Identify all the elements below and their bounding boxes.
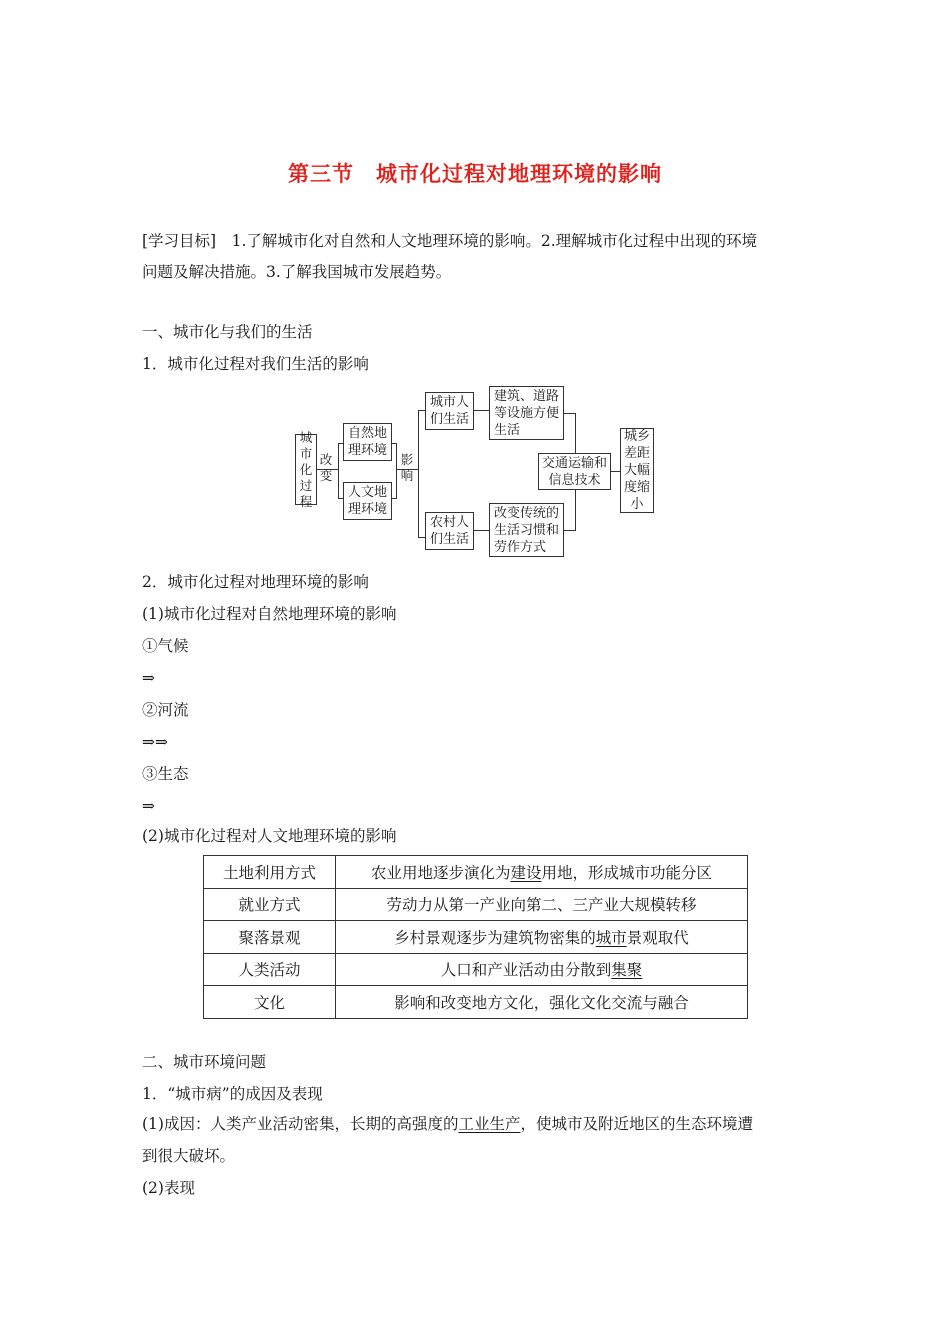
box-rural-effect: 改变传统的 生活习惯和 劳作方式 xyxy=(489,503,564,557)
table-row: 人类活动 人口和产业活动由分散到集聚 xyxy=(204,953,748,986)
arrow-river: ⇒⇒ xyxy=(142,733,168,751)
table-row: 文化 影响和改变地方文化，强化文化交流与融合 xyxy=(204,986,748,1019)
arrow-climate: ⇒ xyxy=(142,669,155,687)
label-influence: 影 响 xyxy=(400,452,414,483)
impact-river: ②河流 xyxy=(142,701,189,719)
box-natural-environment: 自然地 理环境 xyxy=(343,423,392,461)
box-transport-information: 交通运输和 信息技术 xyxy=(538,453,611,490)
table-row: 聚落景观 乡村景观逐步为建筑物密集的城市景观取代 xyxy=(204,921,748,954)
box-urbanization-process: 城 市 化 过 程 xyxy=(295,434,317,505)
impact-climate: ①气候 xyxy=(142,637,189,655)
label-change: 改 变 xyxy=(319,452,333,483)
cause-paragraph-line1: (1)成因：人类产业活动密集，长期的高强度的工业生产，使城市及附近地区的生态环境遭 xyxy=(142,1115,753,1133)
impact-ecology: ③生态 xyxy=(142,765,189,783)
box-city-life: 城市人 们生活 xyxy=(425,392,474,430)
section2-item1: 1．“城市病”的成因及表现 xyxy=(142,1085,323,1103)
box-rural-life: 农村人 们生活 xyxy=(425,512,474,550)
box-gap-narrowing: 城乡 差距 大幅 度缩 小 xyxy=(620,428,654,513)
page-title: 第三节 城市化过程对地理环境的影响 xyxy=(288,161,662,186)
learning-objectives-line2: 问题及解决措施。3.了解我国城市发展趋势。 xyxy=(142,263,452,281)
section1-item1: 1．城市化过程对我们生活的影响 xyxy=(142,355,369,373)
cause-paragraph-line2: 到很大破坏。 xyxy=(142,1147,236,1165)
arrow-ecology: ⇒ xyxy=(142,797,155,815)
box-city-effect: 建筑、道路 等设施方便 生活 xyxy=(489,386,564,440)
table-row: 就业方式 劳动力从第一产业向第二、三产业大规模转移 xyxy=(204,888,748,921)
section1-item2: 2．城市化过程对地理环境的影响 xyxy=(142,573,369,591)
natural-impact-heading: (1)城市化过程对自然地理环境的影响 xyxy=(142,605,397,623)
section1-heading: 一、城市化与我们的生活 xyxy=(142,323,313,341)
human-environment-impact-table xyxy=(203,855,748,1019)
learning-objectives-line1: [学习目标] 1.了解城市化对自然和人文地理环境的影响。2.理解城市化过程中出现的环境 xyxy=(142,232,758,250)
manifestation-heading: (2)表现 xyxy=(142,1179,195,1197)
box-human-environment: 人文地 理环境 xyxy=(343,482,392,520)
section2-heading: 二、城市环境问题 xyxy=(142,1053,267,1071)
human-impact-heading: (2)城市化过程对人文地理环境的影响 xyxy=(142,827,397,845)
table-row: 土地利用方式 农业用地逐步演化为建设用地，形成城市功能分区 xyxy=(204,856,748,889)
